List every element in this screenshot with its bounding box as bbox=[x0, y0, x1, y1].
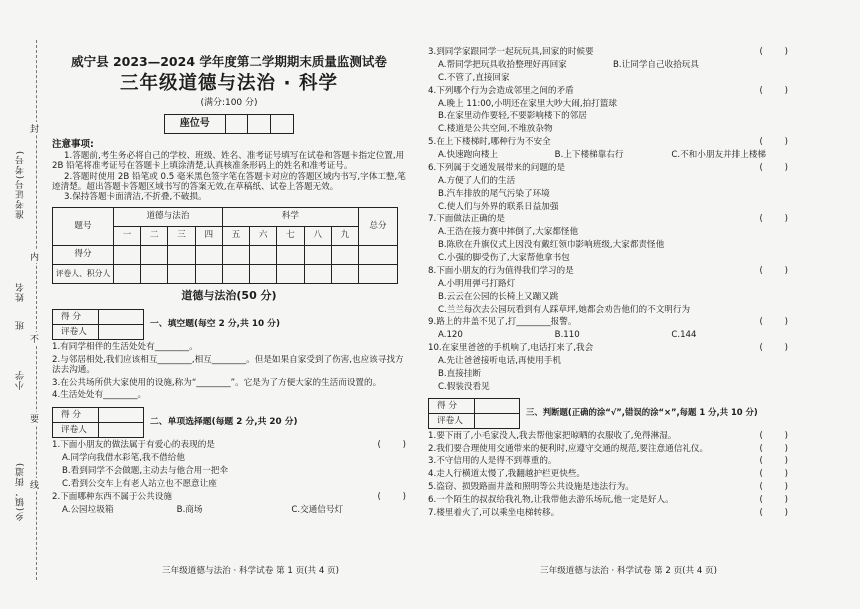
option-row bbox=[428, 151, 788, 161]
question-text: 6.下列属于交通发展带来的问题的是 bbox=[428, 162, 566, 173]
judge-question bbox=[428, 470, 788, 480]
col-header: 一 bbox=[114, 227, 141, 246]
part-title: 三、判断题(正确的涂“√”,错误的涂“×”,每题 1 分,共 10 分) bbox=[526, 406, 758, 417]
full-score: (满分:100 分) bbox=[200, 97, 258, 108]
option: C.兰兰每次去公园玩看到有人踩草坪,她都会劝告他们的不文明行为 bbox=[438, 304, 691, 315]
choice-question bbox=[428, 48, 788, 58]
total-header: 总分 bbox=[359, 208, 398, 246]
fill-question: 3.在公共场所供大家使用的设施,称为“________”。它是为了方便大家的生活而设置的。 bbox=[52, 377, 382, 388]
answer-paren: ( ) bbox=[759, 443, 788, 454]
page-1 bbox=[52, 48, 406, 516]
choice-question bbox=[428, 267, 788, 277]
cut-mark: 封 bbox=[30, 122, 39, 135]
option: A.晚上 11:00,小明还在家里大吵大闹,拍打篮球 bbox=[438, 98, 617, 109]
option: C.144 bbox=[671, 330, 697, 341]
grader-box bbox=[52, 309, 144, 340]
cut-mark: 线 bbox=[30, 478, 39, 491]
part-title: 一、填空题(每空 2 分,共 10 分) bbox=[150, 318, 280, 329]
cut-line bbox=[36, 40, 37, 580]
group-header: 科学 bbox=[222, 208, 358, 227]
judge-question bbox=[428, 445, 788, 455]
answer-paren: ( ) bbox=[759, 137, 788, 148]
question-text: 4.走人行横道太慢了,我翻越护栏更快些。 bbox=[428, 469, 586, 480]
answer-paren: ( ) bbox=[377, 491, 406, 502]
cut-mark: 不 bbox=[30, 332, 39, 345]
option: C.不和小朋友并排上楼梯 bbox=[671, 150, 767, 160]
name-label: 姓名 bbox=[16, 282, 26, 302]
col-header: 七 bbox=[277, 227, 304, 246]
choice-question bbox=[428, 344, 788, 354]
grader-box bbox=[52, 407, 144, 438]
grader-score-label: 得 分 bbox=[437, 400, 457, 411]
judge-question bbox=[428, 483, 788, 493]
answer-paren: ( ) bbox=[759, 265, 788, 276]
question-text: 1.要下雨了,小毛家没人,我去帮他家把晾晒的衣服收了,免得淋湿。 bbox=[428, 430, 677, 441]
cut-mark: 内 bbox=[30, 250, 39, 263]
judge-question bbox=[428, 509, 788, 519]
option: B.上下楼梯靠右行 bbox=[554, 150, 624, 160]
question-text: 7.下面做法正确的是 bbox=[428, 214, 505, 225]
township-label: 乡(镇、街道) bbox=[16, 462, 26, 522]
option: B.商场 bbox=[176, 504, 203, 515]
col-header: 二 bbox=[141, 227, 168, 246]
choice-question bbox=[428, 87, 788, 97]
answer-paren: ( ) bbox=[759, 456, 788, 467]
col-header: 六 bbox=[250, 227, 277, 246]
option-row bbox=[428, 331, 788, 341]
exam-title: 威宁县 2023—2024 学年度第二学期期末质量监测试卷 bbox=[71, 54, 387, 69]
notes-title: 注意事项: bbox=[52, 138, 94, 150]
judge-question bbox=[428, 496, 788, 506]
question-text: 8.下面小朋友的行为值得我们学习的是 bbox=[428, 265, 574, 276]
answer-paren: ( ) bbox=[759, 495, 788, 505]
choice-question bbox=[428, 138, 788, 148]
answer-paren: ( ) bbox=[759, 85, 788, 96]
class-label: 班 bbox=[16, 320, 26, 330]
note-item: 3.保持答题卡面清洁,不折叠,不破损。 bbox=[64, 192, 207, 203]
option: A.王浩在接力赛中摔倒了,大家都怪他 bbox=[438, 227, 579, 238]
question-text: 5.在上下楼梯时,哪种行为不安全 bbox=[428, 137, 551, 148]
judge-question bbox=[428, 457, 788, 467]
question-text: 2.下面哪种东西不属于公共设施 bbox=[52, 491, 172, 502]
choice-question bbox=[52, 441, 406, 451]
option: A.先让爸爸接听电话,再使用手机 bbox=[438, 356, 561, 366]
option: A.同学向我借水彩笔,我不借给他 bbox=[62, 453, 185, 464]
option: C.看到公交车上有老人站立也不愿意让座 bbox=[62, 478, 217, 489]
answer-paren: ( ) bbox=[759, 469, 788, 480]
judge-question bbox=[428, 432, 788, 442]
section-title: 道德与法治(50 分) bbox=[181, 289, 277, 303]
grader-person-label: 评卷人 bbox=[61, 326, 87, 337]
grader-person-label: 评卷人 bbox=[61, 425, 87, 436]
binding-margin bbox=[0, 0, 48, 609]
question-text: 6.一个陌生的叔叔给我礼物,让我带他去游乐场玩,他一定是好人。 bbox=[428, 495, 674, 505]
cut-mark: 要 bbox=[30, 412, 39, 425]
col-header: 三 bbox=[168, 227, 195, 246]
option: B.在家里动作要轻,不要影响楼下的邻居 bbox=[438, 111, 587, 122]
row-header: 评卷人、积分人 bbox=[53, 265, 114, 284]
answer-paren: ( ) bbox=[759, 162, 788, 173]
fill-question: 2.与邻居相处,我们应该相互________,相互________。但是如果自家受到了伤害,也应该寻找方法去沟通。 bbox=[52, 354, 404, 375]
option: C.使人们与外界的联系日益加强 bbox=[438, 201, 559, 212]
grader-score-label: 得 分 bbox=[61, 410, 81, 421]
grader-block bbox=[52, 309, 406, 340]
subject-title: 三年级道德与法治 · 科学 bbox=[120, 73, 338, 95]
group-header: 道德与法治 bbox=[114, 208, 223, 227]
page-footer: 三年级道德与法治 · 科学试卷 第 2 页(共 4 页) bbox=[540, 566, 717, 576]
question-text: 4.下列哪个行为会造成邻里之间的矛盾 bbox=[428, 85, 574, 96]
choice-question bbox=[428, 318, 788, 328]
question-text: 7.楼里着火了,可以乘坐电梯转移。 bbox=[428, 507, 560, 518]
option: A.120 bbox=[438, 330, 463, 341]
option-row bbox=[52, 506, 406, 516]
grader-person-label: 评卷人 bbox=[437, 415, 463, 426]
option: C.楼道是公共空间,不堆放杂物 bbox=[438, 124, 553, 135]
answer-paren: ( ) bbox=[759, 214, 788, 225]
seat-label: 座位号 bbox=[165, 115, 226, 133]
seat-cell[interactable] bbox=[271, 115, 293, 133]
option: A.小明用弹弓打路灯 bbox=[438, 278, 516, 289]
part-title: 二、单项选择题(每题 2 分,共 20 分) bbox=[150, 417, 298, 428]
option: B.陈欣在升旗仪式上因没有戴红领巾影响班级,大家都责怪他 bbox=[438, 240, 665, 251]
question-text: 3.不守信用的人是得不到尊重的。 bbox=[428, 456, 557, 467]
question-text: 9.路上的井盖不见了,打________报警。 bbox=[428, 317, 577, 328]
seat-cell[interactable] bbox=[226, 115, 249, 133]
seat-number-box[interactable] bbox=[164, 114, 294, 134]
option: C.不管了,直接回家 bbox=[438, 72, 510, 83]
seat-cell[interactable] bbox=[248, 115, 271, 133]
school-label: 小学 bbox=[16, 370, 26, 390]
page-2 bbox=[428, 48, 788, 519]
option: C.假装没看见 bbox=[438, 381, 490, 392]
grader-block bbox=[52, 407, 406, 438]
answer-paren: ( ) bbox=[759, 430, 788, 441]
choice-question bbox=[428, 215, 788, 225]
row-header: 得分 bbox=[53, 246, 114, 265]
option: C.小强的脚受伤了,大家帮他拿书包 bbox=[438, 253, 570, 263]
option: B.看到同学不会做题,主动去与他合用一把伞 bbox=[62, 466, 229, 477]
col-header: 八 bbox=[304, 227, 331, 246]
qnum-header: 题号 bbox=[53, 208, 114, 246]
option: B.直接挂断 bbox=[438, 368, 482, 379]
option: A.快速跑向楼上 bbox=[438, 150, 499, 160]
answer-paren: ( ) bbox=[759, 317, 788, 328]
option: A.方便了人们的生活 bbox=[438, 175, 516, 186]
grader-score-label: 得 分 bbox=[61, 311, 81, 322]
note-item: 2.答题时使用 2B 铅笔或 0.5 毫米黑色签字笔在答题卡对应的答题区域内书写,字体工整,笔迹清楚。超出答题卡答题区域书写的答案无效,在草稿纸、试卷上答题无效。 bbox=[52, 171, 406, 192]
exam-number-label: 准考证号(考号) bbox=[16, 150, 26, 220]
page-footer: 三年级道德与法治 · 科学试卷 第 1 页(共 4 页) bbox=[162, 566, 339, 576]
col-header: 五 bbox=[222, 227, 249, 246]
fill-question: 1.有同学相伴的生活处处有________。 bbox=[52, 341, 198, 352]
question-text: 5.盗窃、损毁路面井盖和照明等公共设施是违法行为。 bbox=[428, 482, 634, 493]
note-item: 1.答题前,考生务必将自己的学校、班级、姓名、准考证号填写在试卷和答题卡指定位置,用2B 铅笔将准考证号在答题卡上填涂清楚,认真核准条形码上的姓名和准考证号。 bbox=[52, 150, 405, 171]
answer-paren: ( ) bbox=[377, 440, 406, 451]
option: A.帮同学把玩具收拾整理好再回家 bbox=[438, 59, 567, 70]
question-text: 3.到同学家跟同学一起玩玩具,回家的时候要 bbox=[428, 47, 594, 57]
option: C.交通信号灯 bbox=[291, 504, 344, 515]
col-header: 九 bbox=[331, 227, 358, 246]
choice-question bbox=[428, 164, 788, 174]
question-text: 1.下面小朋友的做法属于有爱心的表现的是 bbox=[52, 440, 215, 451]
question-text: 10.在家里爸爸的手机响了,电话打来了,我会 bbox=[428, 343, 594, 354]
option: B.云云在公园的长椅上又蹦又跳 bbox=[438, 291, 559, 302]
answer-paren: ( ) bbox=[759, 507, 788, 518]
option: B.110 bbox=[554, 330, 580, 341]
option-row bbox=[428, 61, 788, 71]
option: B.让同学自己收拾玩具 bbox=[613, 59, 699, 70]
score-table bbox=[52, 207, 398, 284]
col-header: 四 bbox=[195, 227, 222, 246]
fill-question: 4.生活处处有________。 bbox=[52, 390, 147, 401]
choice-question bbox=[52, 493, 406, 503]
question-text: 2.我们要合理使用交通带来的便利时,应遵守交通的规范,要注意通信礼仪。 bbox=[428, 443, 709, 454]
grader-box bbox=[428, 398, 520, 429]
option: B.汽车排放的尾气污染了环境 bbox=[438, 188, 550, 199]
grader-block bbox=[428, 398, 788, 429]
answer-paren: ( ) bbox=[759, 482, 788, 493]
option: A.公园垃圾箱 bbox=[62, 504, 114, 515]
answer-paren: ( ) bbox=[759, 343, 788, 354]
answer-paren: ( ) bbox=[759, 47, 788, 57]
